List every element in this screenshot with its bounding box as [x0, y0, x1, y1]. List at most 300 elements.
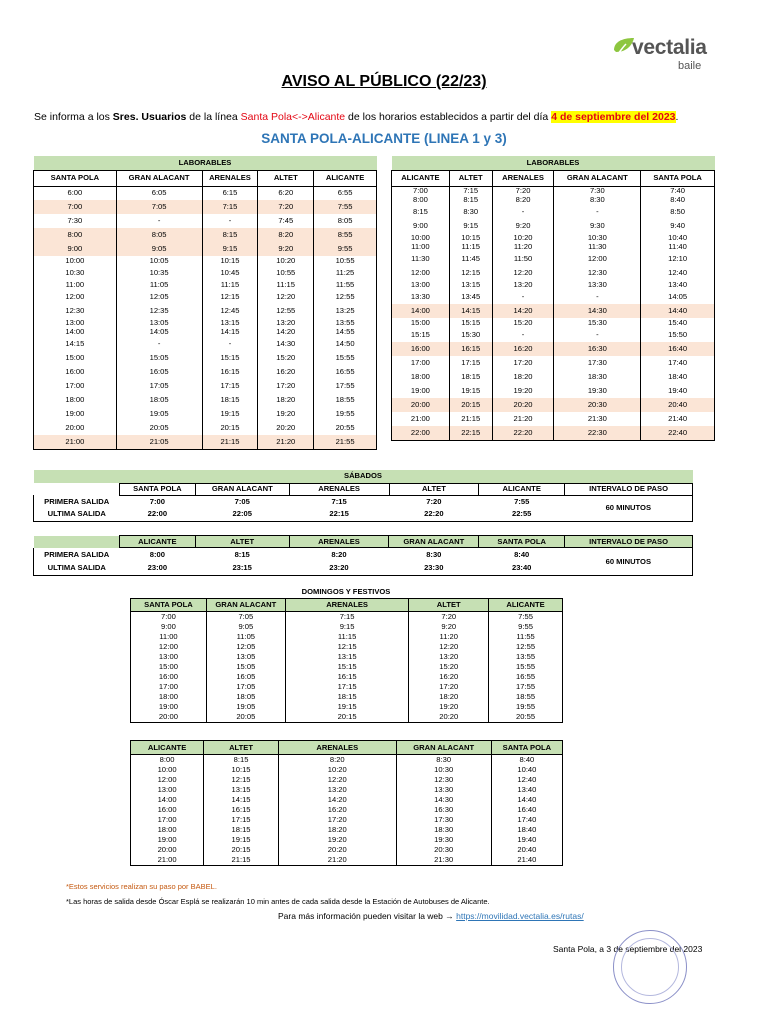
table-row	[392, 196, 715, 206]
time-cell: 21:20	[258, 435, 314, 449]
col-alicante: ALICANTE	[131, 741, 204, 755]
time-cell: 17:20	[492, 356, 554, 370]
time-cell: 15:20	[492, 318, 554, 328]
time-cell: 16:00	[392, 342, 450, 356]
col-santa-pola: SANTA POLA	[131, 599, 207, 612]
time-cell: 20:05	[116, 421, 202, 435]
time-cell: 10:55	[258, 266, 314, 280]
col-gran-alacant: GRAN ALACANT	[116, 170, 202, 186]
time-cell: 20:30	[396, 845, 491, 855]
time-cell: 18:15	[202, 393, 258, 407]
time-cell: 13:00	[392, 280, 450, 290]
time-cell: 15:30	[554, 318, 641, 328]
time-cell: 9:40	[641, 219, 715, 233]
time-cell: 16:20	[409, 672, 489, 682]
time-cell: 15:05	[206, 662, 285, 672]
table-row	[34, 327, 377, 337]
saturday-table-alicante	[33, 535, 693, 576]
table-row	[392, 186, 715, 196]
time-cell: 20:20	[278, 845, 396, 855]
time-cell: 19:15	[285, 702, 409, 712]
time-cell: 22:30	[554, 426, 641, 440]
time-cell: 11:00	[392, 243, 450, 253]
col-gran-alacant: GRAN ALACANT	[396, 741, 491, 755]
table-row	[131, 845, 563, 855]
time-cell: 19:00	[131, 835, 204, 845]
time-cell: 8:30	[554, 196, 641, 206]
time-cell: 16:30	[554, 342, 641, 356]
time-cell: 8:00	[149, 549, 165, 559]
primera-salida-label: PRIMERA SALIDA	[34, 495, 120, 508]
time-cell: 15:15	[392, 328, 450, 342]
time-cell: 18:30	[396, 825, 491, 835]
time-cell: 7:30	[34, 214, 117, 228]
time-cell: 15:50	[641, 328, 715, 342]
time-cell: 6:05	[116, 186, 202, 200]
table-row	[131, 622, 563, 632]
time-cell: 18:05	[116, 393, 202, 407]
table-row	[34, 256, 377, 266]
time-cell: 13:20	[492, 280, 554, 290]
table-row	[131, 835, 563, 845]
time-cell: 15:15	[202, 351, 258, 365]
table-row	[34, 200, 377, 214]
table-row	[131, 815, 563, 825]
time-cell: 15:00	[131, 662, 207, 672]
table-row	[131, 755, 563, 765]
time-cell: 17:55	[489, 682, 563, 692]
time-cell: 11:30	[554, 243, 641, 253]
time-cell: 6:00	[34, 186, 117, 200]
time-cell: 17:55	[314, 379, 377, 393]
time-cell: 17:15	[202, 379, 258, 393]
col-intervalo: INTERVALO DE PASO	[565, 483, 693, 495]
time-cell: 21:30	[396, 855, 491, 865]
time-cell: 20:20	[409, 712, 489, 722]
time-cell: 12:15	[204, 775, 279, 785]
time-cell: 15:20	[409, 662, 489, 672]
table-row	[392, 205, 715, 219]
time-cell: 23:30	[389, 562, 479, 576]
time-cell: 9:00	[34, 242, 117, 256]
time-cell: 17:00	[34, 379, 117, 393]
time-cell: 19:15	[449, 384, 492, 398]
table-row	[392, 266, 715, 280]
time-cell: 12:20	[492, 266, 554, 280]
time-cell: 18:05	[206, 692, 285, 702]
time-cell: 13:55	[489, 652, 563, 662]
time-cell: 8:15	[202, 228, 258, 242]
ultima-salida-label: ULTIMA SALIDA	[34, 562, 120, 576]
table-row	[34, 435, 377, 449]
time-cell: 20:40	[641, 398, 715, 412]
time-cell: 7:30	[554, 186, 641, 196]
time-cell: -	[116, 337, 202, 351]
col-arenales: ARENALES	[278, 741, 396, 755]
time-cell: 10:15	[449, 233, 492, 243]
col-altet: ALTET	[258, 170, 314, 186]
table-row	[131, 805, 563, 815]
time-cell: 18:15	[285, 692, 409, 702]
time-cell: 11:40	[641, 243, 715, 253]
time-cell: 13:40	[491, 785, 562, 795]
sabados-header: SÁBADOS	[34, 470, 693, 483]
time-cell: 21:00	[34, 435, 117, 449]
time-cell: 8:20	[331, 549, 347, 559]
time-cell: 16:40	[641, 342, 715, 356]
time-cell: 10:20	[278, 765, 396, 775]
table-row	[392, 412, 715, 426]
col-altet: ALTET	[449, 170, 492, 186]
time-cell: 8:40	[514, 549, 530, 559]
time-cell: 13:00	[34, 318, 117, 328]
time-cell: 23:20	[289, 562, 389, 576]
table-row	[392, 342, 715, 356]
col-santa-pola: SANTA POLA	[641, 170, 715, 186]
time-cell: 12:15	[285, 642, 409, 652]
time-cell: 10:55	[314, 256, 377, 266]
time-cell: 15:00	[34, 351, 117, 365]
time-cell: 9:30	[554, 219, 641, 233]
time-cell: 14:00	[392, 304, 450, 318]
time-cell: 10:40	[491, 765, 562, 775]
time-cell: 7:05	[116, 200, 202, 214]
time-cell: 7:45	[258, 214, 314, 228]
time-cell: 8:55	[314, 228, 377, 242]
time-cell: 13:30	[392, 290, 450, 304]
time-cell: 17:00	[131, 815, 204, 825]
table-row	[131, 652, 563, 662]
time-cell: 18:20	[278, 825, 396, 835]
time-cell: 17:05	[116, 379, 202, 393]
time-cell: 8:00	[392, 196, 450, 206]
time-cell: 18:55	[489, 692, 563, 702]
time-cell: 9:05	[116, 242, 202, 256]
time-cell: 16:20	[492, 342, 554, 356]
table-row	[131, 855, 563, 865]
col-altet: ALTET	[389, 483, 479, 495]
time-cell: -	[554, 328, 641, 342]
time-cell: 10:20	[258, 256, 314, 266]
saturday-table-santa-pola	[33, 470, 693, 522]
table-row	[392, 426, 715, 440]
time-cell: 21:00	[392, 412, 450, 426]
time-cell: 12:35	[116, 304, 202, 318]
interval-value: 60 MINUTOS	[565, 548, 693, 576]
time-cell: 14:15	[34, 337, 117, 351]
time-cell: 11:15	[258, 280, 314, 290]
time-cell: 13:15	[204, 785, 279, 795]
time-cell: 9:15	[202, 242, 258, 256]
time-cell: 11:15	[202, 280, 258, 290]
time-cell: 13:20	[278, 785, 396, 795]
time-cell: 15:30	[449, 328, 492, 342]
time-cell: 18:00	[392, 370, 450, 384]
col-alicante: ALICANTE	[314, 170, 377, 186]
brand-sub: baile	[678, 60, 702, 72]
table-row	[131, 662, 563, 672]
time-cell: 10:05	[116, 256, 202, 266]
time-cell: 14:20	[492, 304, 554, 318]
routes-link[interactable]: https://movilidad.vectalia.es/rutas/	[456, 911, 584, 921]
time-cell: 14:30	[258, 337, 314, 351]
time-cell: 14:05	[641, 290, 715, 304]
time-cell: 14:00	[131, 795, 204, 805]
time-cell: 7:40	[641, 186, 715, 196]
time-cell: 19:30	[554, 384, 641, 398]
time-cell: 10:00	[392, 233, 450, 243]
time-cell: 15:00	[392, 318, 450, 328]
table-row	[34, 421, 377, 435]
time-cell: 17:00	[392, 356, 450, 370]
time-cell: 16:00	[34, 365, 117, 379]
time-cell: 8:30	[426, 549, 442, 559]
time-cell: 8:50	[641, 205, 715, 219]
time-cell: 21:20	[278, 855, 396, 865]
time-cell: 23:15	[195, 562, 289, 576]
time-cell: 14:20	[278, 795, 396, 805]
table-row	[392, 219, 715, 233]
time-cell: 19:15	[204, 835, 279, 845]
time-cell: 17:40	[641, 356, 715, 370]
time-cell: 14:40	[491, 795, 562, 805]
time-cell: 9:20	[492, 219, 554, 233]
time-cell: 12:55	[314, 290, 377, 304]
time-cell: 15:40	[641, 318, 715, 328]
time-cell: 21:00	[131, 855, 204, 865]
primera-salida-label: PRIMERA SALIDA	[34, 548, 120, 562]
time-cell: 8:20	[492, 196, 554, 206]
vectalia-logo	[612, 34, 732, 74]
col-arenales: ARENALES	[202, 170, 258, 186]
table-row	[131, 692, 563, 702]
time-cell: 19:20	[409, 702, 489, 712]
time-cell: 13:55	[314, 318, 377, 328]
col-santa-pola: SANTA POLA	[491, 741, 562, 755]
route-subtitle: SANTA POLA-ALICANTE (LINEA 1 y 3)	[261, 131, 507, 146]
table-row	[34, 214, 377, 228]
time-cell: 6:15	[202, 186, 258, 200]
time-cell: 12:30	[554, 266, 641, 280]
time-cell: 19:00	[131, 702, 207, 712]
laborables-header: LABORABLES	[34, 156, 377, 170]
time-cell: 19:55	[489, 702, 563, 712]
time-cell: 16:05	[206, 672, 285, 682]
time-cell: 16:55	[314, 365, 377, 379]
table-row	[131, 785, 563, 795]
time-cell: 7:20	[409, 612, 489, 622]
time-cell: 16:15	[449, 342, 492, 356]
time-cell: 11:50	[492, 252, 554, 266]
time-cell: 11:00	[34, 280, 117, 290]
col-arenales: ARENALES	[289, 536, 389, 548]
col-alicante: ALICANTE	[119, 536, 195, 548]
weekday-table-alicante	[391, 156, 715, 441]
time-cell: 12:15	[202, 290, 258, 304]
time-cell: 8:15	[204, 755, 279, 765]
time-cell: 19:05	[206, 702, 285, 712]
time-cell: 12:40	[641, 266, 715, 280]
time-cell: 8:15	[234, 549, 250, 559]
company-seal	[613, 930, 687, 1004]
table-row	[34, 228, 377, 242]
time-cell: 17:20	[278, 815, 396, 825]
time-cell: 16:30	[396, 805, 491, 815]
time-cell: 16:00	[131, 672, 207, 682]
time-cell: 19:00	[34, 407, 117, 421]
table-row	[131, 825, 563, 835]
table-row	[34, 318, 377, 328]
time-cell: 22:55	[479, 508, 565, 521]
table-row	[34, 365, 377, 379]
time-cell: 17:20	[409, 682, 489, 692]
time-cell: 10:15	[204, 765, 279, 775]
time-cell: 14:30	[396, 795, 491, 805]
sunday-table-santa-pola	[130, 598, 563, 723]
time-cell: 11:00	[131, 632, 207, 642]
time-cell: 19:20	[258, 407, 314, 421]
time-cell: 22:00	[392, 426, 450, 440]
table-row	[34, 242, 377, 256]
col-gran-alacant: GRAN ALACANT	[206, 599, 285, 612]
time-cell: 10:40	[641, 233, 715, 243]
time-cell: 23:40	[479, 562, 565, 576]
table-row	[34, 186, 377, 200]
time-cell: 16:15	[204, 805, 279, 815]
time-cell: 8:20	[258, 228, 314, 242]
col-alicante: ALICANTE	[479, 483, 565, 495]
time-cell: 8:05	[314, 214, 377, 228]
col-alicante: ALICANTE	[392, 170, 450, 186]
time-cell: 13:15	[202, 318, 258, 328]
time-cell: 12:40	[491, 775, 562, 785]
time-cell: 10:15	[202, 256, 258, 266]
time-cell: -	[492, 328, 554, 342]
time-cell: 12:30	[396, 775, 491, 785]
table-row	[392, 233, 715, 243]
time-cell: 16:20	[258, 365, 314, 379]
time-cell: 22:00	[119, 508, 195, 521]
time-cell: 20:15	[285, 712, 409, 722]
table-row	[392, 356, 715, 370]
time-cell: 16:55	[489, 672, 563, 682]
time-cell: 7:15	[331, 496, 347, 506]
time-cell: 18:20	[258, 393, 314, 407]
time-cell: 13:30	[554, 280, 641, 290]
table-row	[131, 702, 563, 712]
time-cell: 15:15	[449, 318, 492, 328]
time-cell: 12:00	[34, 290, 117, 304]
col-gran-alacant: GRAN ALACANT	[554, 170, 641, 186]
time-cell: 9:20	[258, 242, 314, 256]
time-cell: 9:15	[285, 622, 409, 632]
time-cell: 20:15	[204, 845, 279, 855]
time-cell: 15:20	[258, 351, 314, 365]
time-cell: 21:20	[492, 412, 554, 426]
time-cell: 12:15	[449, 266, 492, 280]
table-row	[34, 280, 377, 290]
domingos-header: DOMINGOS Y FESTIVOS	[301, 587, 391, 596]
time-cell: 19:15	[202, 407, 258, 421]
time-cell: 18:15	[449, 370, 492, 384]
time-cell: 18:40	[491, 825, 562, 835]
time-cell: 19:20	[278, 835, 396, 845]
time-cell: 6:55	[314, 186, 377, 200]
time-cell: 7:20	[426, 496, 442, 506]
time-cell: 11:55	[314, 280, 377, 290]
time-cell: 11:15	[449, 243, 492, 253]
table-row	[131, 765, 563, 775]
time-cell: 10:45	[202, 266, 258, 280]
time-cell: 15:05	[116, 351, 202, 365]
time-cell: 19:55	[314, 407, 377, 421]
col-santa-pola: SANTA POLA	[119, 483, 195, 495]
time-cell: -	[492, 205, 554, 219]
info-line: Para más información pueden visitar la web → https://movilidad.vectalia.es/rutas/	[278, 911, 584, 921]
time-cell: 8:00	[131, 755, 204, 765]
time-cell: 19:40	[641, 384, 715, 398]
time-cell: 11:05	[116, 280, 202, 290]
time-cell: 20:15	[449, 398, 492, 412]
table-row	[131, 712, 563, 722]
time-cell: 22:20	[389, 508, 479, 521]
time-cell: 19:05	[116, 407, 202, 421]
interval-value: 60 MINUTOS	[565, 495, 693, 521]
time-cell: 20:00	[131, 712, 207, 722]
time-cell: 11:45	[449, 252, 492, 266]
time-cell: 18:30	[554, 370, 641, 384]
table-row	[392, 318, 715, 328]
time-cell: 19:00	[392, 384, 450, 398]
page-title: AVISO AL PÚBLICO (22/23)	[281, 73, 487, 90]
col-arenales: ARENALES	[285, 599, 409, 612]
col-altet: ALTET	[195, 536, 289, 548]
time-cell: 12:05	[116, 290, 202, 304]
time-cell: 13:20	[409, 652, 489, 662]
time-cell: 20:05	[206, 712, 285, 722]
time-cell: 9:55	[314, 242, 377, 256]
time-cell: 10:00	[34, 256, 117, 266]
time-cell: 9:55	[489, 622, 563, 632]
time-cell: 10:30	[34, 266, 117, 280]
time-cell: 12:10	[641, 252, 715, 266]
time-cell: 7:55	[514, 496, 530, 506]
time-cell: 14:50	[314, 337, 377, 351]
table-row	[392, 398, 715, 412]
time-cell: 21:40	[491, 855, 562, 865]
footnote-babel: *Estos servicios realizan su paso por BABEL.	[66, 882, 217, 891]
time-cell: 13:20	[258, 318, 314, 328]
time-cell: 8:40	[641, 196, 715, 206]
time-cell: 12:55	[258, 304, 314, 318]
time-cell: 11:05	[206, 632, 285, 642]
table-row	[392, 384, 715, 398]
col-alicante: ALICANTE	[489, 599, 563, 612]
table-row	[392, 280, 715, 290]
time-cell: 12:05	[206, 642, 285, 652]
time-cell: 22:05	[195, 508, 289, 521]
time-cell: 7:20	[492, 186, 554, 196]
time-cell: -	[554, 290, 641, 304]
time-cell: 22:15	[449, 426, 492, 440]
table-row	[34, 379, 377, 393]
time-cell: 18:55	[314, 393, 377, 407]
time-cell: 12:20	[278, 775, 396, 785]
time-cell: 8:00	[34, 228, 117, 242]
time-cell: 7:20	[258, 200, 314, 214]
time-cell: 13:05	[116, 318, 202, 328]
col-altet: ALTET	[204, 741, 279, 755]
